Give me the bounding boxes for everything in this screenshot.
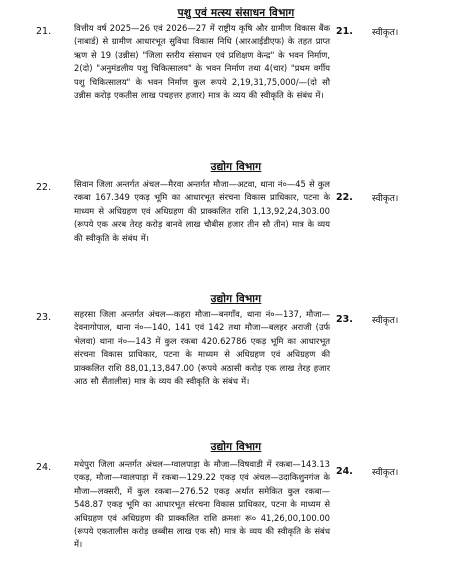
- item-number: 22.: [36, 182, 52, 193]
- decision-status: स्वीकृत।: [372, 316, 399, 326]
- decision-status: स्वीकृत।: [372, 468, 399, 478]
- decision-number: 24.: [336, 466, 353, 477]
- decision-status: स्वीकृत।: [372, 194, 399, 204]
- department-heading: उद्योग विभाग: [210, 441, 262, 453]
- department-heading: उद्योग विभाग: [210, 293, 262, 305]
- item-number: 23.: [36, 312, 52, 323]
- item-description: वित्तीय वर्ष 2025—26 एवं 2026—27 में राष्ट्रीय कृषि और ग्रामीण विकास बैंक (नाबार्ड) से ग्रामीण आधारभूत सुविधा विकास निधि (आरआईडीएफ) के तहत प्राप्त ऋण से 19 (उन्नीस) "जिला स्तरीय संसाधन एवं प्रशिक्षण केन्द्र" के भवन निर्माण, 2(दो) "अनुमंडलीय पशु चिकित्सालय" के भवन निर्माण तथा 4(चार) "प्रथम वर्गीय पशु चिकित्सालय" के भवन निर्माण कुल रूपये 2,19,31,75,000/—(दो सौ उन्नीस करोड़ एकतीस लाख पचहत्तर हजार) मात्र के व्यय की स्वीकृति के संबंध में।: [74, 23, 330, 101]
- department-heading: उद्योग विभाग: [210, 161, 262, 173]
- item-number: 21.: [36, 26, 52, 37]
- decision-number: 21.: [336, 26, 353, 37]
- item-number: 24.: [36, 462, 52, 473]
- department-heading: पशु एवं मत्स्य संसाधन विभाग: [177, 7, 295, 19]
- item-description: सहरसा जिला अन्तर्गत अंचल—कहरा मौजा—बनगाँव, थाना नं०—137, मौजा—देवनागोपाल, थाना नं०—140, 141 एवं 142 तथा मौजा—बलहर अराजी (उर्फ भेलवा) थाना नं०—143 में कुल रकबा 420.62786 एकड़ भूमि का आधारभूत संरचना विकास प्राधिकार, पटना के माध्यम से अधिग्रहण एवं अधिग्रहण की प्राक्कलित राशि 88,01,13,847.00 (रूपये अठासी करोड़ एक लाख तेरह हजार आठ सौ सैंतालीस) मात्र के व्यय की स्वीकृति के संबंध में।: [74, 309, 330, 387]
- item-description: सिवान जिला अन्तर्गत अंचल—मैरवा अन्तर्गत मौजा—अटवा, थाना नं०—45 से कुल रकबा 167.349 एकड़ भूमि का आधारभूत संरचना विकास प्राधिकार, पटना के माध्यम से अधिग्रहण एवं अधिग्रहण की प्राक्कलित राशि 1,13,92,24,303.00 (रूपये एक अरब तेरह करोड़ बानवे लाख चौबीस हजार तीन सौ तीन) मात्र के व्यय की स्वीकृति के संबंध में।: [74, 179, 330, 243]
- decision-status: स्वीकृत।: [372, 28, 399, 38]
- item-description: मधेपुरा जिला अन्तर्गत अंचल—ग्वालपाड़ा के मौजा—विषवाडी में रकबा—143.13 एकड़, मौजा—ग्वालपाड़ा में रकबा—129.22 एकड़ एवं अंचल—उदाकिशुनगंज के मौजा—लक्सरी, में कुल रकबा—276.52 एकड़ अर्थात समेकित कुल रकबा—548.87 एकड़ भूमि का आधारभूत संरचना विकास प्राधिकार, पटना के माध्यम से अधिग्रहण एवं अधिग्रहण की प्राक्कलित राशि क्रमशः रू० 41,26,00,100.00 (रूपये एकतालीस करोड़ छब्बीस लाख एक सौ) मात्र के व्यय की स्वीकृति के संबंध में।: [74, 459, 330, 550]
- decision-number: 22.: [336, 192, 353, 203]
- decision-number: 23.: [336, 314, 353, 325]
